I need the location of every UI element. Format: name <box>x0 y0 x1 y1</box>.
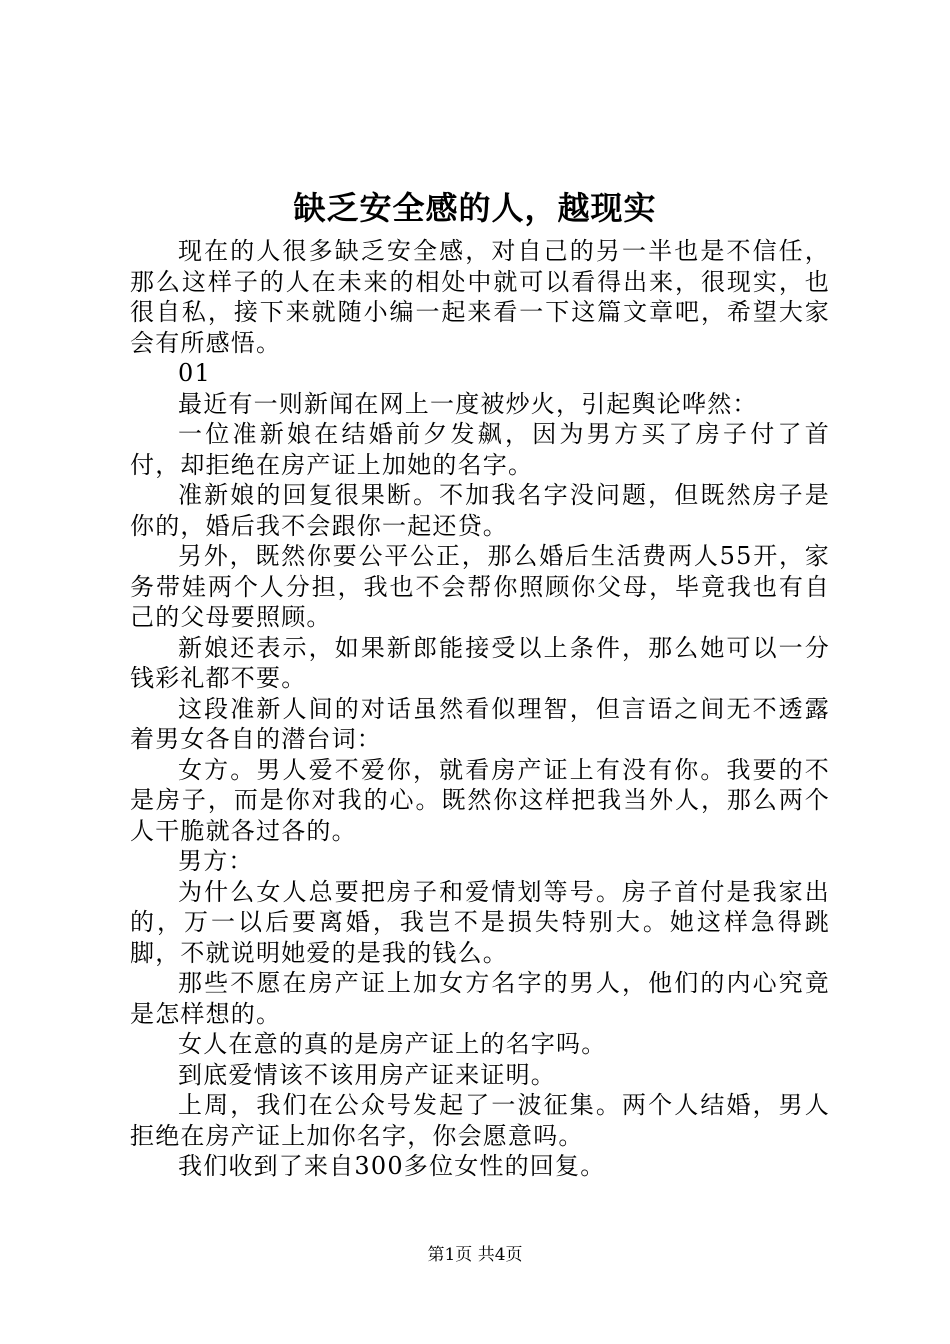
paragraph: 上周，我们在公众号发起了一波征集。两个人结婚，男人拒绝在房产证上加你名字，你会愿意吗。 <box>130 1091 830 1150</box>
paragraph: 到底爱情该不该用房产证来证明。 <box>178 1060 556 1089</box>
paragraph: 最近有一则新闻在网上一度被炒火，引起舆论哗然： <box>178 389 758 418</box>
page-footer: 第1页 共4页 <box>427 1245 523 1265</box>
paragraph: 新娘还表示，如果新郎能接受以上条件，那么她可以一分钱彩礼都不要。 <box>130 633 830 692</box>
paragraph: 另外，既然你要公平公正，那么婚后生活费两人55开，家务带娃两个人分担，我也不会帮你照顾你父母，毕竟我也有自己的父母要照顾。 <box>130 542 830 631</box>
document-title: 缺乏安全感的人，越现实 <box>293 189 657 227</box>
paragraph: 女方。男人爱不爱你，就看房产证上有没有你。我要的不是房子，而是你对我的心。既然你这样把我当外人，那么两个人干脆就各过各的。 <box>130 755 830 845</box>
paragraph: 那些不愿在房产证上加女方名字的男人，他们的内心究竟是怎样想的。 <box>130 969 830 1028</box>
paragraph: 一位准新娘在结婚前夕发飙，因为男方买了房子付了首付，却拒绝在房产证上加她的名字。 <box>130 420 830 479</box>
paragraph: 现在的人很多缺乏安全感，对自己的另一半也是不信任，那么这样子的人在未来的相处中就可以看得出来，很现实，也很自私，接下来就随小编一起来看一下这篇文章吧，希望大家会有所感悟。 <box>130 237 830 357</box>
paragraph: 我们收到了来自300多位女性的回复。 <box>178 1152 606 1180</box>
paragraph: 为什么女人总要把房子和爱情划等号。房子首付是我家出的，万一以后要离婚，我岂不是损失特别大。她这样急得跳脚，不就说明她爱的是我的钱么。 <box>130 877 830 967</box>
paragraph: 女人在意的真的是房产证上的名字吗。 <box>178 1030 607 1058</box>
paragraph: 准新娘的回复很果断。不加我名字没问题，但既然房子是你的，婚后我不会跟你一起还贷。 <box>130 481 830 540</box>
paragraph: 这段准新人间的对话虽然看似理智，但言语之间无不透露着男女各自的潜台词： <box>130 694 830 753</box>
document-body <box>130 236 830 1182</box>
section-number: 01 <box>178 359 211 387</box>
paragraph: 男方： <box>178 847 254 875</box>
